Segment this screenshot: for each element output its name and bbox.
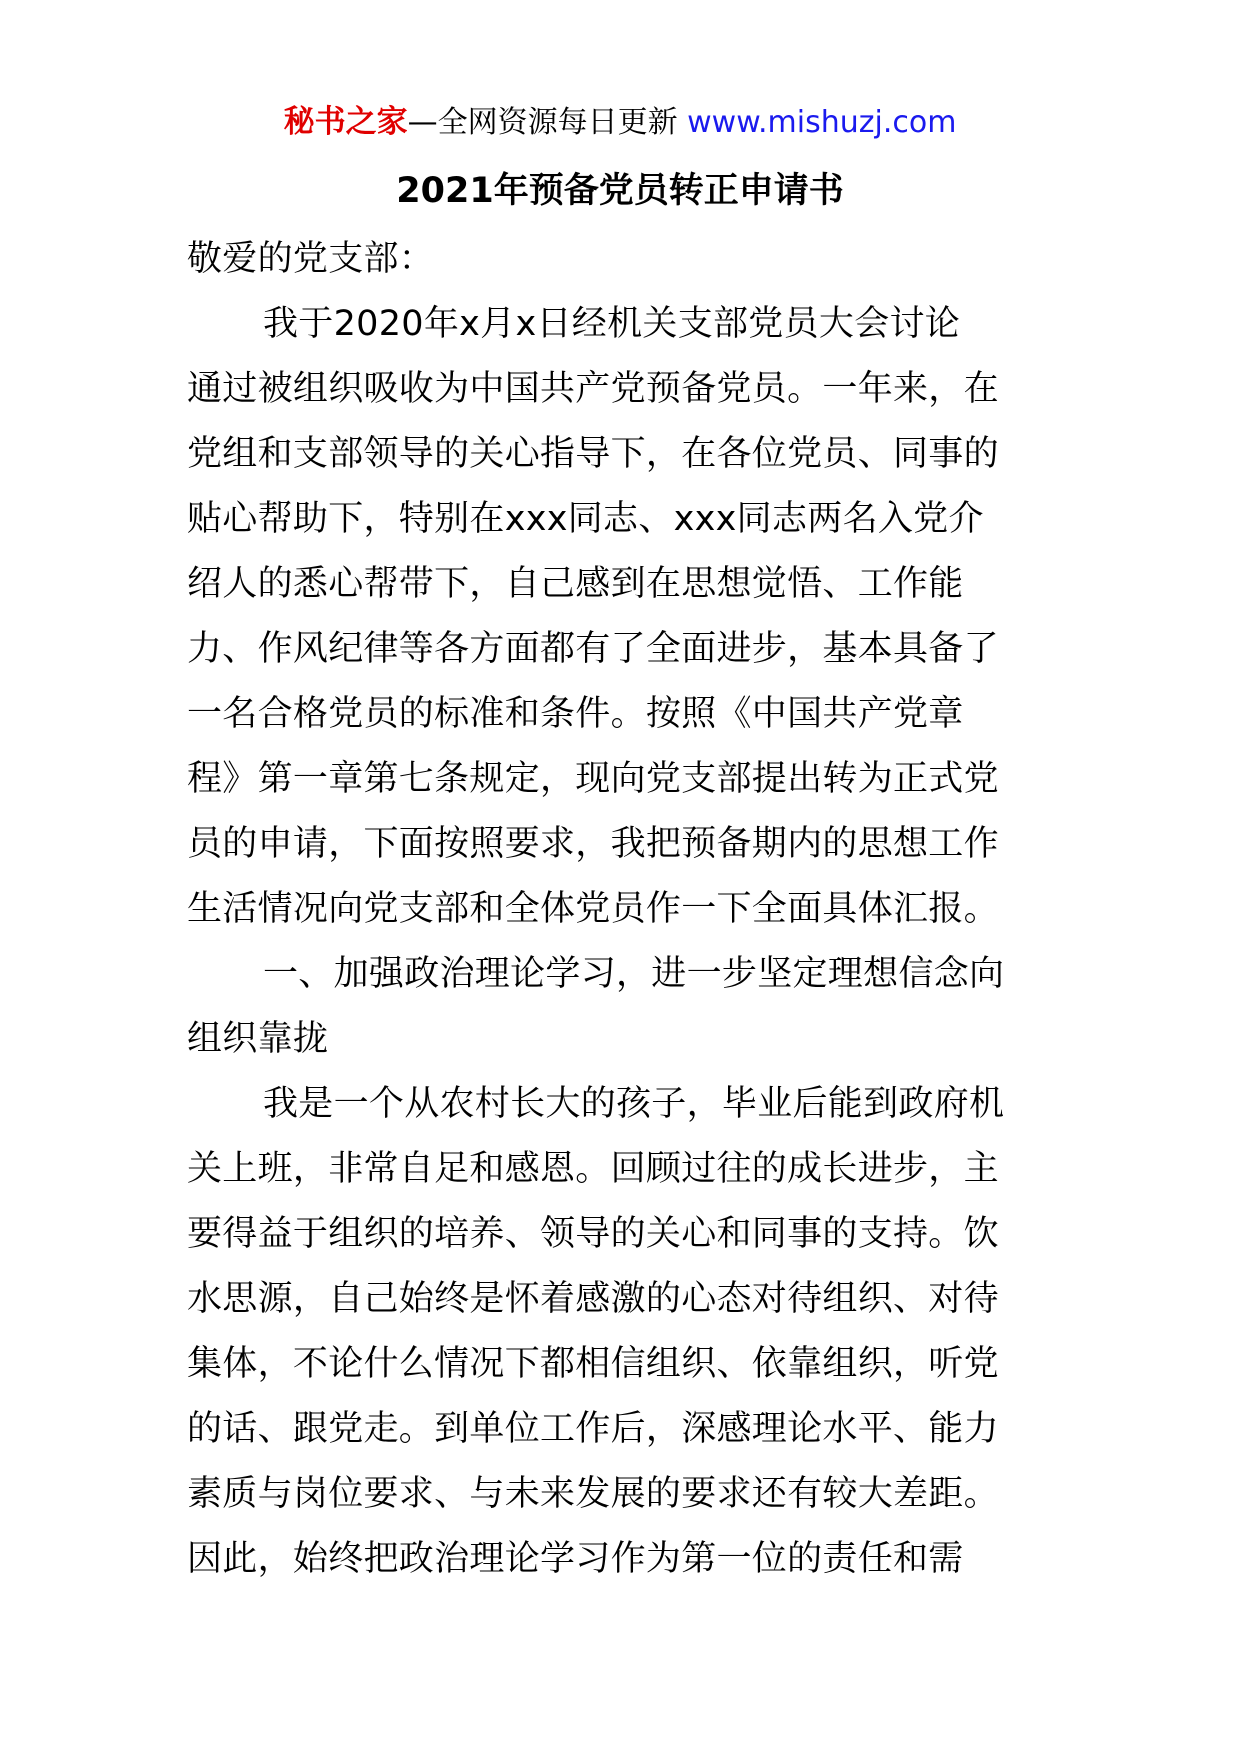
section-heading-line: 组织靠拢 bbox=[187, 1019, 329, 1059]
paragraph-line: 素质与岗位要求、与未来发展的要求还有较大差距。 bbox=[187, 1474, 999, 1514]
paragraph-line: 程》第一章第七条规定，现向党支部提出转为正式党 bbox=[187, 759, 999, 799]
paragraph-line: 我于2020年x月x日经机关支部党员大会讨论 bbox=[263, 304, 961, 344]
paragraph-line: 关上班，非常自足和感恩。回顾过往的成长进步，主 bbox=[187, 1149, 999, 1189]
salutation: 敬爱的党支部： bbox=[187, 239, 435, 279]
paragraph-line: 我是一个从农村长大的孩子，毕业后能到政府机 bbox=[263, 1084, 1005, 1124]
paragraph-line: 要得益于组织的培养、领导的关心和同事的支持。饮 bbox=[187, 1214, 999, 1254]
paragraph-line: 水思源，自己始终是怀着感激的心态对待组织、对待 bbox=[187, 1279, 999, 1319]
paragraph-line: 员的申请，下面按照要求，我把预备期内的思想工作 bbox=[187, 824, 999, 864]
paragraph-line: 绍人的悉心帮带下，自己感到在思想觉悟、工作能 bbox=[187, 564, 964, 604]
section-heading-line: 一、加强政治理论学习，进一步坚定理想信念向 bbox=[263, 954, 1005, 994]
paragraph-line: 党组和支部领导的关心指导下，在各位党员、同事的 bbox=[187, 434, 999, 474]
paragraph-line: 力、作风纪律等各方面都有了全面进步，基本具备了 bbox=[187, 629, 999, 669]
brand-name: 秘书之家 bbox=[283, 104, 408, 140]
document-title: 2021年预备党员转正申请书 bbox=[396, 171, 844, 211]
paragraph-line: 的话、跟党走。到单位工作后，深感理论水平、能力 bbox=[187, 1409, 999, 1449]
document-body bbox=[187, 227, 1057, 1592]
paragraph-line: 因此，始终把政治理论学习作为第一位的责任和需 bbox=[187, 1539, 964, 1579]
paragraph-line: 一名合格党员的标准和条件。按照《中国共产党章 bbox=[187, 694, 964, 734]
paragraph-line: 生活情况向党支部和全体党员作一下全面具体汇报。 bbox=[187, 889, 999, 929]
paragraph-line: 通过被组织吸收为中国共产党预备党员。一年来，在 bbox=[187, 369, 999, 409]
paragraph-line: 贴心帮助下，特别在xxx同志、xxx同志两名入党介 bbox=[187, 499, 984, 539]
site-url-link[interactable]: www.mishuzj.com bbox=[687, 105, 957, 140]
header-slogan: —全网资源每日更新 bbox=[407, 105, 688, 140]
paragraph-line: 集体，不论什么情况下都相信组织、依靠组织，听党 bbox=[187, 1344, 999, 1384]
site-header bbox=[0, 100, 1240, 145]
